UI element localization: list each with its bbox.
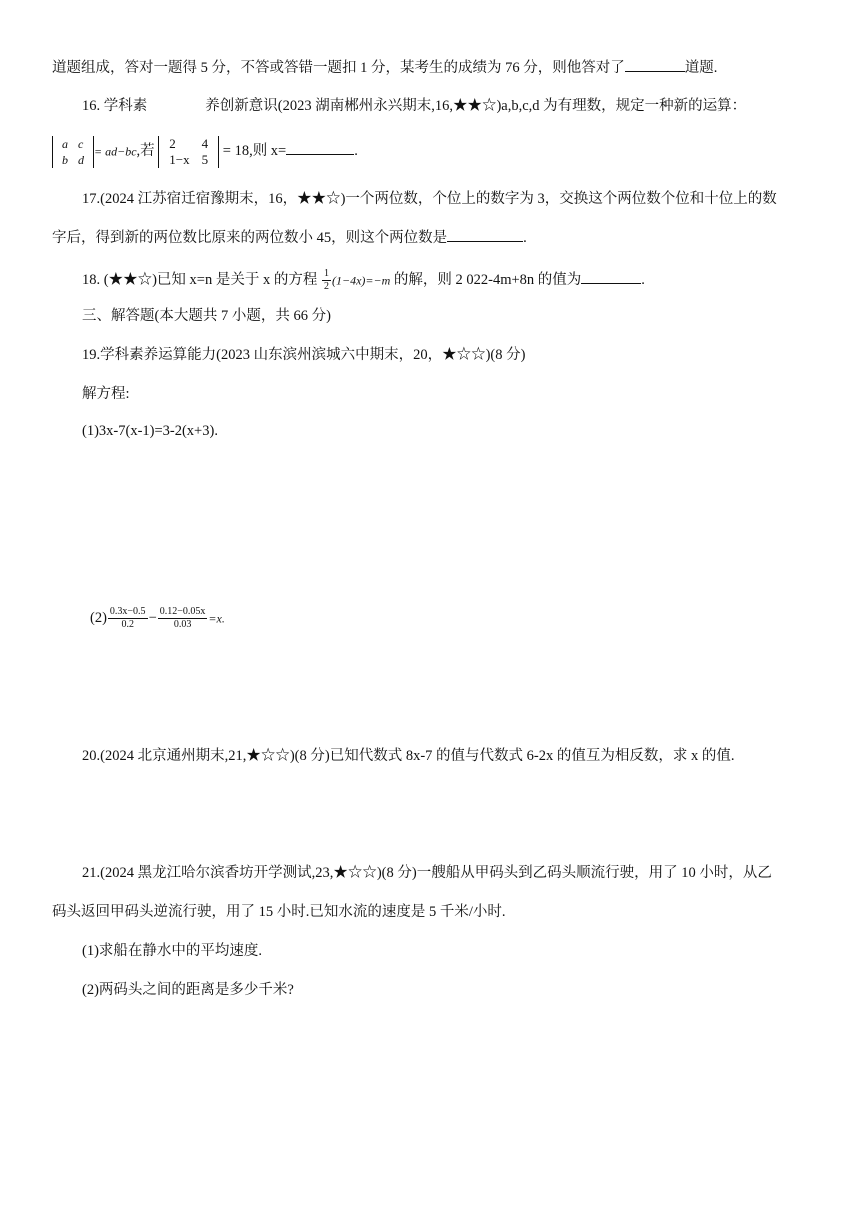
q16-after: 18,则 x= bbox=[234, 143, 287, 159]
q19-part1 bbox=[82, 421, 218, 441]
q17-end: . bbox=[523, 230, 527, 246]
fraction-2 bbox=[158, 606, 208, 631]
answer-blank[interactable] bbox=[625, 57, 685, 72]
q18-end: . bbox=[641, 271, 645, 288]
q18-equation: (1−4x)=−m bbox=[331, 273, 391, 288]
det-cell: 2 bbox=[169, 135, 176, 151]
q21-line2 bbox=[52, 902, 506, 922]
det-cell: c bbox=[78, 136, 84, 151]
det-result: = ad−bc bbox=[94, 144, 137, 159]
q21-part2-text: (2)两码头之间的距离是多少千米? bbox=[82, 982, 294, 998]
q16-end: . bbox=[354, 143, 358, 159]
frac-numerator: 1 bbox=[323, 268, 329, 279]
q19-part2-label: (2) bbox=[90, 610, 107, 626]
section-title bbox=[82, 306, 331, 326]
q19-part2-rest: =x. bbox=[208, 611, 225, 626]
fraction-one-half bbox=[322, 268, 331, 293]
q17-text-2: 字后，得到新的两位数比原来的两位数小 45，则这个两位数是 bbox=[52, 230, 448, 246]
frac-numerator: 0.12−0.05x bbox=[159, 606, 206, 618]
q19-title bbox=[82, 345, 525, 365]
q15-tail-end: 道题. bbox=[684, 60, 718, 76]
q21-text-2: 码头返回甲码头逆流行驶，用了 15 小时.已知水流的速度是 5 千米/小时. bbox=[52, 904, 506, 920]
q21-part2 bbox=[82, 980, 294, 1000]
q21-line1 bbox=[82, 863, 772, 883]
q17-text-1: 17.(2024 江苏宿迁宿豫期末，16，★★☆)一个两位数，个位上的数字为 3，交换这个两位数个位和十位上的数 bbox=[82, 191, 777, 207]
fraction-1 bbox=[108, 606, 148, 631]
q21-part1-text: (1)求船在静水中的平均速度. bbox=[82, 943, 263, 959]
q15-tail-line bbox=[52, 57, 717, 78]
answer-blank[interactable] bbox=[286, 140, 354, 155]
q19-part1-text: (1)3x-7(x-1)=3-2(x+3). bbox=[82, 423, 218, 439]
answer-blank[interactable] bbox=[581, 269, 641, 284]
q16-line2 bbox=[52, 132, 358, 171]
frac-denominator: 2 bbox=[323, 281, 329, 292]
determinant-given bbox=[158, 136, 219, 168]
frac-denominator: 0.2 bbox=[121, 619, 134, 631]
q18-text-before: 18. (★★☆)已知 x=n 是关于 x 的方程 bbox=[82, 271, 318, 288]
q17-line1 bbox=[82, 189, 777, 209]
frac-denominator: 0.03 bbox=[173, 619, 192, 631]
q16-if: ,若 bbox=[136, 143, 155, 159]
q15-tail-text: 道题组成，答对一题得 5 分，不答或答错一题扣 1 分，某考生的成绩为 76 分，则他答对了 bbox=[52, 60, 625, 76]
q18-text-after: 的解，则 2 022-4m+8n 的值为 bbox=[393, 271, 582, 288]
q16-tag-right: 养创新意识(2023 湖南郴州永兴期末,16,★★☆)a,b,c,d 为有理数，规定一种新的运算： bbox=[205, 98, 747, 114]
q18-line bbox=[82, 268, 645, 293]
det-cell: 5 bbox=[201, 151, 209, 167]
det-cell: 4 bbox=[201, 135, 209, 151]
frac-numerator: 0.3x−0.5 bbox=[109, 606, 146, 618]
q20-line bbox=[82, 746, 734, 766]
q20-text: 20.(2024 北京通州期末,21,★☆☆)(8 分)已知代数式 8x-7 的值与代数式 6-2x 的值互为相反数，求 x 的值. bbox=[82, 748, 735, 764]
determinant-definition bbox=[52, 136, 94, 168]
q16-tag-left: 学科素 bbox=[103, 98, 148, 114]
det-cell: 1−x bbox=[169, 151, 190, 167]
q19-title-text: 19.学科素养运算能力(2023 山东滨州滨城六中期末，20，★☆☆)(8 分) bbox=[82, 347, 526, 363]
det-cell: d bbox=[78, 152, 84, 167]
q16-eq: = bbox=[222, 143, 231, 159]
q19-part2 bbox=[90, 604, 225, 633]
q19-instruction bbox=[82, 384, 130, 404]
q16-number: 16. bbox=[82, 98, 101, 114]
q17-line2 bbox=[52, 227, 527, 248]
q21-part1 bbox=[82, 941, 262, 961]
q21-text-1: 21.(2024 黑龙江哈尔滨香坊开学测试,23,★☆☆)(8 分)一艘船从甲码头到乙码头顺流行驶，用了 10 小时，从乙 bbox=[82, 865, 772, 881]
q16-line1 bbox=[82, 96, 746, 116]
minus-sign: − bbox=[148, 610, 157, 626]
answer-blank[interactable] bbox=[447, 227, 523, 242]
det-cell: b bbox=[62, 152, 68, 167]
det-cell: a bbox=[62, 136, 68, 151]
section-title-text: 三、解答题(本大题共 7 小题，共 66 分) bbox=[82, 308, 331, 324]
q19-instruction-text: 解方程: bbox=[82, 386, 130, 402]
